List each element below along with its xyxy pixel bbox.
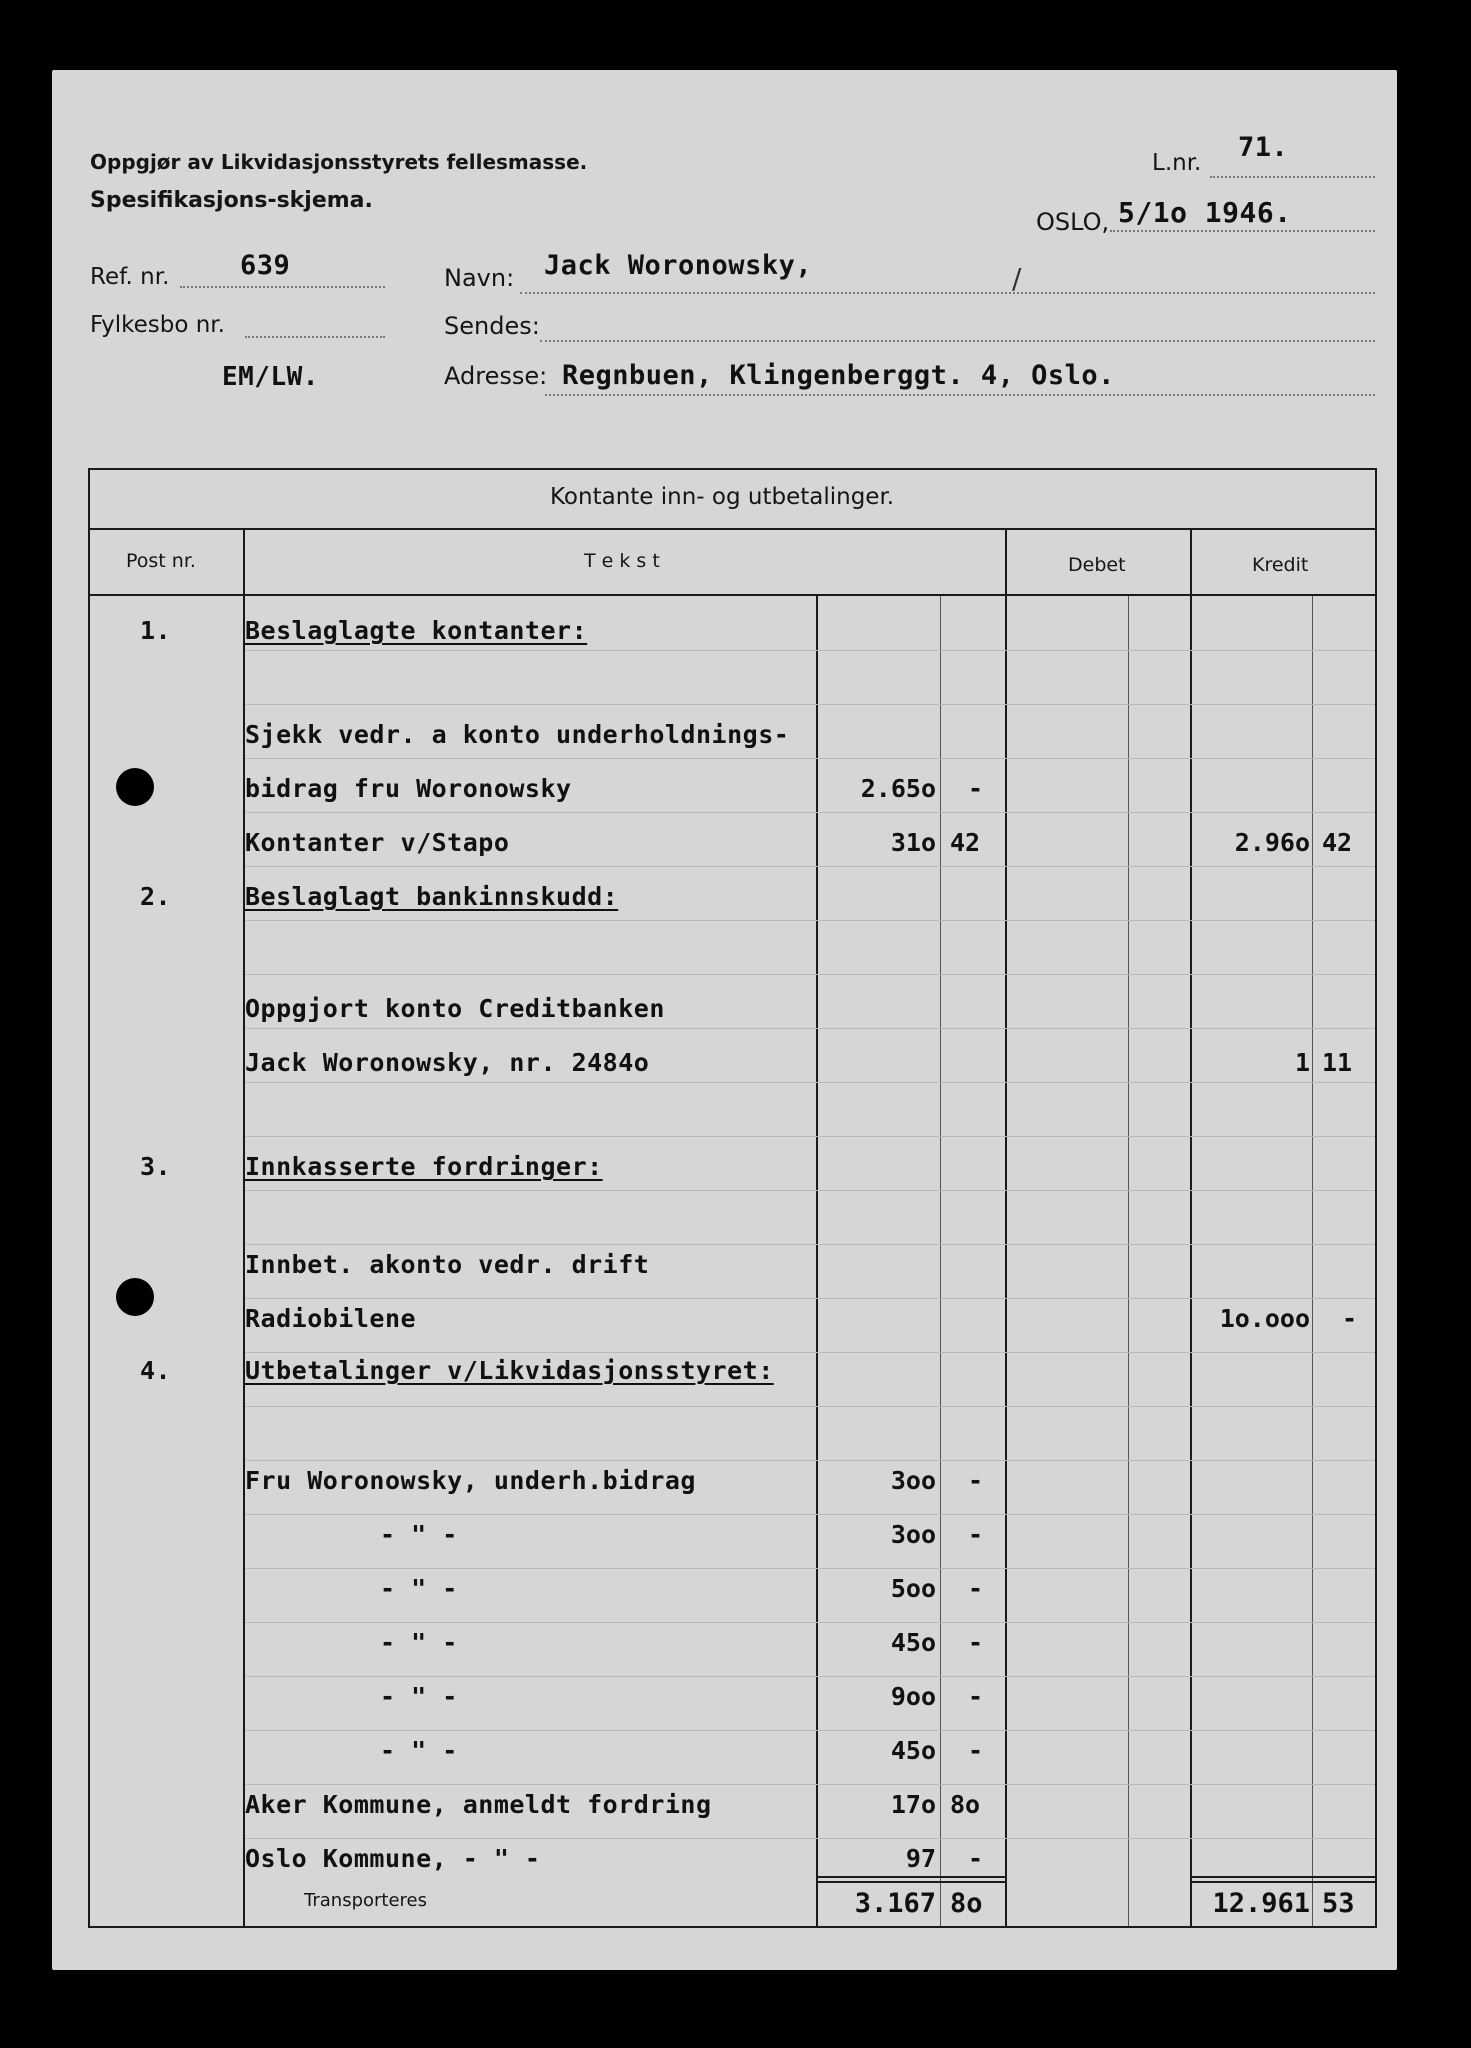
table-title: Kontante inn- og utbetalinger. xyxy=(550,484,895,510)
row-text: Utbetalinger v/Likvidasjonsstyret: xyxy=(245,1356,774,1385)
ruled-line xyxy=(245,758,1375,759)
row-text: Oppgjort konto Creditbanken xyxy=(245,994,665,1023)
row-amount-ore: - xyxy=(968,1736,984,1765)
row-amount-ore: - xyxy=(968,774,984,803)
footer-label: Transporteres xyxy=(304,1890,427,1911)
ruled-line xyxy=(245,1406,1375,1407)
ref-value: 639 xyxy=(240,250,291,281)
total-a-line-1 xyxy=(816,1876,1006,1878)
amount-b-line xyxy=(940,596,941,1928)
row-text: Innkasserte fordringer: xyxy=(245,1152,603,1181)
date-dotted-line xyxy=(1110,230,1375,232)
navn-dotted-line xyxy=(520,292,1375,294)
kredit-sub-line xyxy=(1312,596,1313,1928)
row-text: Beslaglagte kontanter: xyxy=(245,616,588,645)
row-amount-ore: 42 xyxy=(950,828,981,857)
footer-total-b: 8o xyxy=(950,1888,983,1919)
ruled-line xyxy=(245,1730,1375,1731)
row-text: Sjekk vedr. a konto underholdnings- xyxy=(245,720,790,749)
total-k-line-2 xyxy=(1190,1881,1377,1883)
document-date: 5/1o 1946. xyxy=(1118,196,1292,229)
adresse-label: Adresse: xyxy=(444,362,548,390)
row-amount-kroner: 3oo xyxy=(890,1466,936,1495)
row-post-number: 2. xyxy=(140,882,172,911)
ruled-line xyxy=(245,1784,1375,1785)
fylkesbo-dotted-line xyxy=(245,336,385,338)
row-kredit-ore: 42 xyxy=(1322,828,1353,857)
row-text: - " - xyxy=(380,1736,458,1765)
row-amount-ore: - xyxy=(968,1844,984,1873)
row-text: Beslaglagt bankinnskudd: xyxy=(245,882,619,911)
row-amount-kroner: 31o xyxy=(890,828,936,857)
row-text: Innbet. akonto vedr. drift xyxy=(245,1250,650,1279)
row-text: - " - xyxy=(380,1520,458,1549)
ruled-line xyxy=(245,704,1375,705)
row-text: Aker Kommune, anmeldt fordring xyxy=(245,1790,712,1819)
table-title-divider xyxy=(88,528,1377,530)
ruled-line xyxy=(245,974,1375,975)
row-post-number: 1. xyxy=(140,616,172,645)
ruled-line xyxy=(245,1190,1375,1191)
ruled-line xyxy=(245,812,1375,813)
row-amount-ore: - xyxy=(968,1466,984,1495)
place-label: OSLO, xyxy=(1036,208,1110,236)
ruled-line xyxy=(245,1352,1375,1353)
footer-total-k2: 53 xyxy=(1322,1888,1355,1919)
ruled-line xyxy=(245,866,1375,867)
fylkesbo-label: Fylkesbo nr. xyxy=(90,312,225,338)
ruled-line xyxy=(245,1568,1375,1569)
row-amount-ore: - xyxy=(968,1520,984,1549)
row-text: Radiobilene xyxy=(245,1304,417,1333)
debet-sub-line xyxy=(1128,596,1129,1928)
row-kredit-ore: - xyxy=(1342,1304,1358,1333)
row-amount-ore: - xyxy=(968,1574,984,1603)
total-k-line-1 xyxy=(1190,1876,1377,1878)
lnr-label: L.nr. xyxy=(1152,150,1202,176)
ruled-line xyxy=(245,1514,1375,1515)
table-header-divider xyxy=(88,594,1377,596)
footer-total-k1: 12.961 xyxy=(1212,1888,1310,1919)
lnr-dotted-line xyxy=(1210,176,1375,178)
total-a-line-2 xyxy=(816,1881,1006,1883)
ruled-line xyxy=(245,650,1375,651)
ruled-line xyxy=(245,1244,1375,1245)
row-text: Oslo Kommune, - " - xyxy=(245,1844,541,1873)
navn-mark: / xyxy=(1012,262,1022,295)
sendes-dotted-line xyxy=(540,340,1375,342)
row-amount-ore: - xyxy=(968,1628,984,1657)
header-line2: Spesifikasjons-skjema. xyxy=(90,188,373,213)
punch-hole xyxy=(116,768,154,806)
col-header-debet: Debet xyxy=(1068,554,1126,576)
row-text: - " - xyxy=(380,1574,458,1603)
row-amount-kroner: 2.65o xyxy=(860,774,936,803)
navn-label: Navn: xyxy=(444,264,515,292)
row-kredit-kroner: 2.96o xyxy=(1234,828,1310,857)
header-line1: Oppgjør av Likvidasjonsstyrets fellesmasse. xyxy=(90,150,588,174)
navn-value: Jack Woronowsky, xyxy=(544,250,813,281)
initials: EM/LW. xyxy=(222,362,319,392)
row-amount-ore: 8o xyxy=(950,1790,981,1819)
lnr-value: 71. xyxy=(1238,132,1289,163)
table-bottom-border xyxy=(88,1926,1377,1928)
row-kredit-kroner: 1o.ooo xyxy=(1219,1304,1310,1333)
ruled-line xyxy=(245,1838,1375,1839)
tekst-column-line xyxy=(1005,530,1007,1928)
table-right-border xyxy=(1375,468,1377,1928)
row-kredit-ore: 11 xyxy=(1322,1048,1353,1077)
ref-dotted-line xyxy=(180,286,385,288)
row-text: - " - xyxy=(380,1628,458,1657)
punch-hole xyxy=(116,1278,154,1316)
ruled-line xyxy=(245,1460,1375,1461)
adresse-value: Regnbuen, Klingenberggt. 4, Oslo. xyxy=(562,360,1115,391)
ruled-line xyxy=(245,1082,1375,1083)
footer-total-a: 3.167 xyxy=(854,1888,936,1919)
sendes-label: Sendes: xyxy=(444,312,540,340)
row-text: bidrag fru Woronowsky xyxy=(245,774,572,803)
ruled-line xyxy=(245,1676,1375,1677)
row-kredit-kroner: 1 xyxy=(1294,1048,1310,1077)
row-amount-kroner: 3oo xyxy=(890,1520,936,1549)
debet-column-line xyxy=(1190,530,1192,1928)
table-left-border xyxy=(88,468,90,1928)
row-amount-kroner: 9oo xyxy=(890,1682,936,1711)
ruled-line xyxy=(245,1136,1375,1137)
row-post-number: 3. xyxy=(140,1152,172,1181)
col-header-kredit: Kredit xyxy=(1252,554,1309,576)
ref-label: Ref. nr. xyxy=(90,264,170,290)
ruled-line xyxy=(245,1028,1375,1029)
row-amount-kroner: 45o xyxy=(890,1736,936,1765)
table-top-border xyxy=(88,468,1377,470)
row-text: - " - xyxy=(380,1682,458,1711)
ruled-line xyxy=(245,920,1375,921)
col-header-post: Post nr. xyxy=(126,550,196,572)
col-header-tekst: T e k s t xyxy=(584,550,660,572)
row-amount-kroner: 5oo xyxy=(890,1574,936,1603)
row-amount-ore: - xyxy=(968,1682,984,1711)
ruled-line xyxy=(245,1298,1375,1299)
row-text: Fru Woronowsky, underh.bidrag xyxy=(245,1466,696,1495)
row-amount-kroner: 17o xyxy=(890,1790,936,1819)
row-post-number: 4. xyxy=(140,1356,172,1385)
row-text: Jack Woronowsky, nr. 2484o xyxy=(245,1048,650,1077)
adresse-dotted-line xyxy=(545,394,1375,396)
row-text: Kontanter v/Stapo xyxy=(245,828,510,857)
ruled-line xyxy=(245,1622,1375,1623)
row-amount-kroner: 97 xyxy=(905,1844,936,1873)
row-amount-kroner: 45o xyxy=(890,1628,936,1657)
